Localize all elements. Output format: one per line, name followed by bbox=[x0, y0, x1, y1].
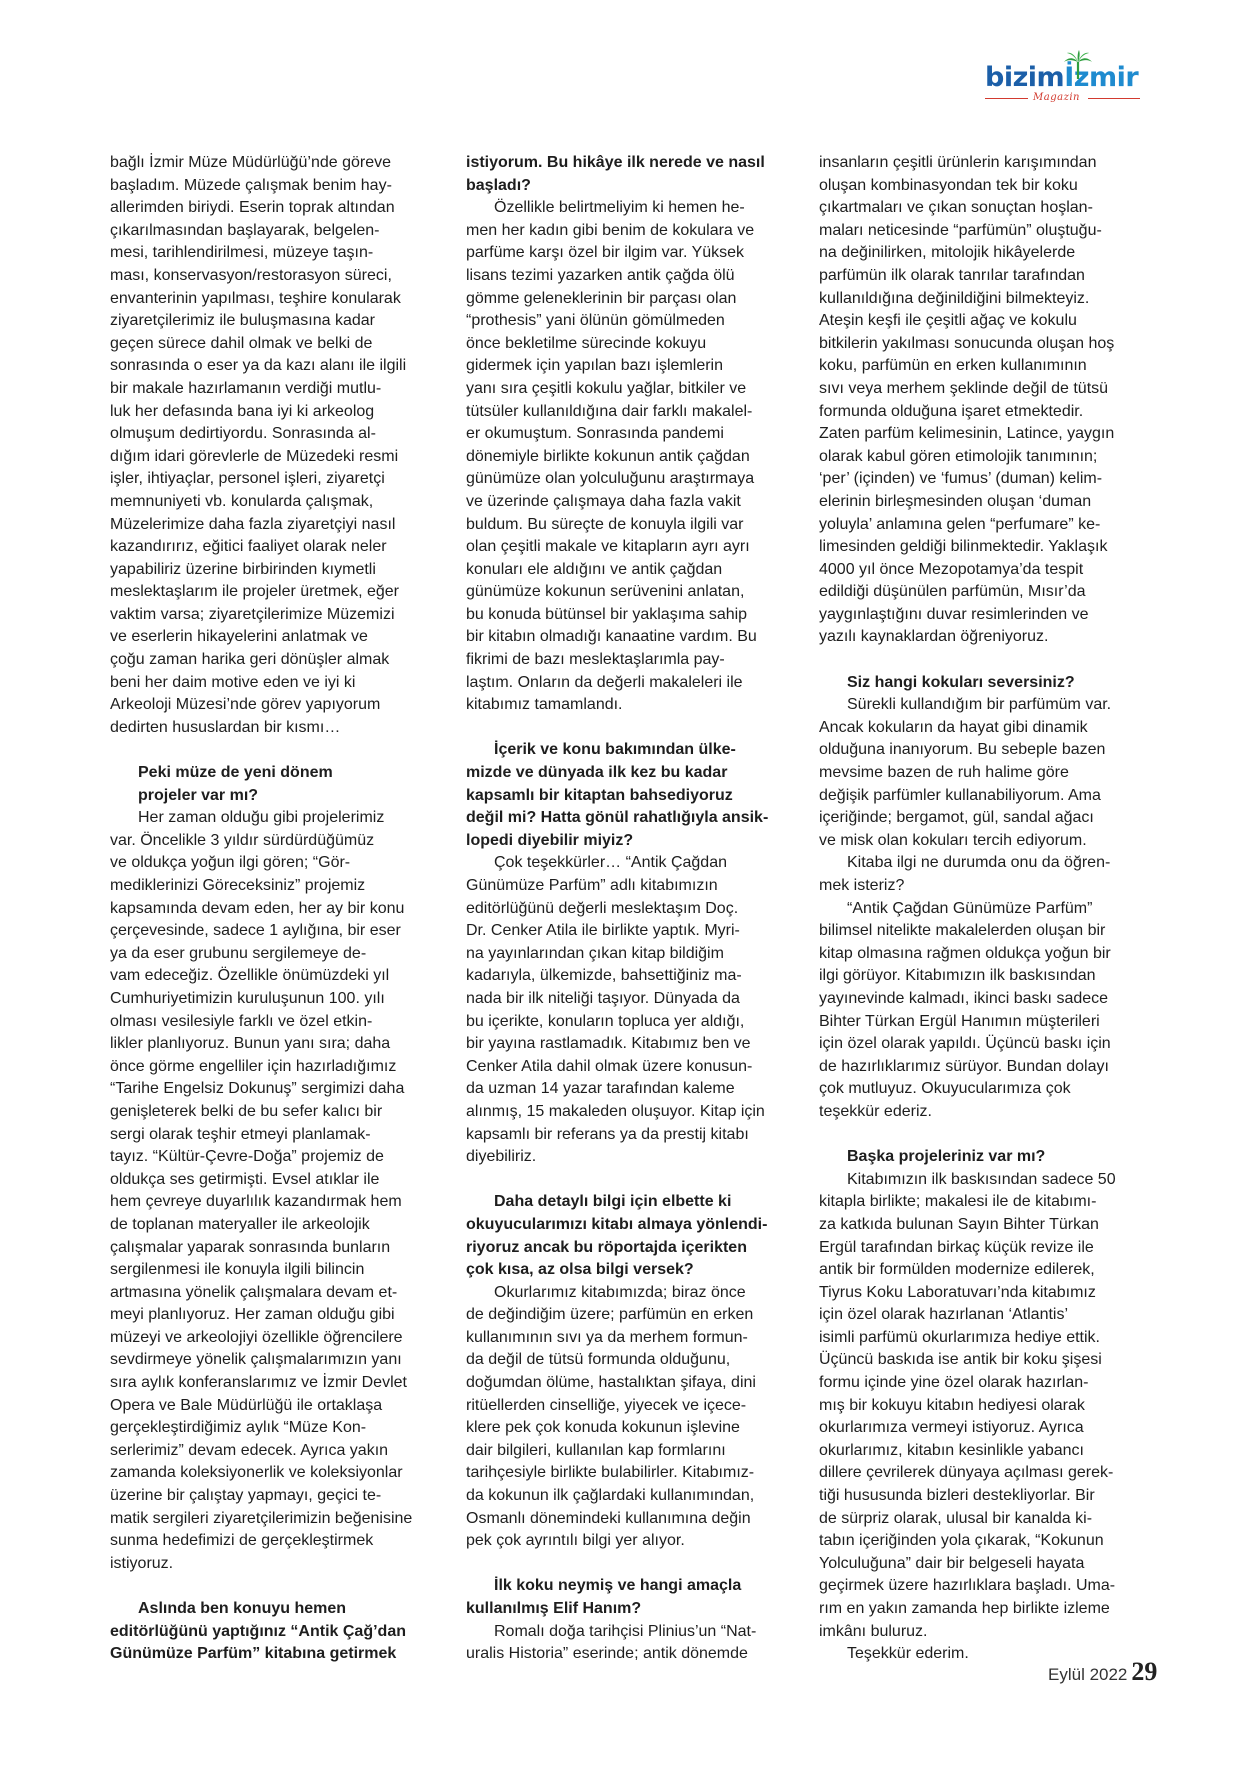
text-line bbox=[819, 649, 1139, 672]
text-line: parfümün ilk olarak tanrılar tarafından bbox=[819, 266, 1085, 284]
text-line: kadarıyla, ülkemizde, bahsettiğiniz ma- bbox=[466, 967, 742, 985]
text-line: sonrasında o eser ya da kazı alanı ile ilgili bbox=[110, 357, 407, 375]
text-line: memnuniyeti vb. konularda çalışmak, bbox=[110, 492, 374, 510]
text-line bbox=[466, 1553, 784, 1576]
text-line: serlerimiz” devam edecek. Ayrıca yakın bbox=[110, 1441, 389, 1459]
text-line: bitkilerin yakılması sonucunda oluşan hoş bbox=[819, 334, 1115, 352]
text-line: meslektaşlarım ile projeler üretmek, eğer bbox=[110, 583, 399, 601]
text-line: envanterinin yapılması, teşhire konularak bbox=[110, 289, 401, 307]
text-line: doğumdan ölüme, hastalıktan şifaya, dini bbox=[466, 1374, 756, 1392]
text-line: “prothesis” yani ölünün gömülmeden bbox=[466, 312, 725, 330]
text-line bbox=[110, 1575, 428, 1598]
question-line: İlk koku neymiş ve hangi amaçla bbox=[494, 1577, 742, 1595]
text-line: ilgi görüyor. Kitabımızın ilk baskısından bbox=[819, 967, 1096, 985]
issue-date: Eylül 2022 bbox=[1048, 1665, 1128, 1684]
text-line: Tiyrus Koku Laboratuvarı’nda kitabımız bbox=[819, 1283, 1096, 1301]
text-line: geçen sürece dahil olmak ve belki de bbox=[110, 334, 373, 352]
text-line: allerimden biriydi. Eserin toprak altından bbox=[110, 199, 395, 217]
text-line: müzeyi ve arkeolojiyi özellikle öğrencilere bbox=[110, 1328, 403, 1346]
text-line: er okumuştum. Sonrasında pandemi bbox=[466, 425, 724, 443]
text-line: Cenker Atila dahil olmak üzere konusun- bbox=[466, 1057, 753, 1075]
text-line: yapabiliriz üzerine birbirinden kıymetli bbox=[110, 560, 376, 578]
question-line: İçerik ve konu bakımından ülke- bbox=[494, 741, 736, 759]
text-line: Çok teşekkürler… “Antik Çağdan bbox=[494, 854, 727, 872]
text-line: işler, ihtiyaçlar, personel işleri, ziyaretçi bbox=[110, 470, 385, 488]
text-line: genişleterek belki de bu sefer kalıcı bir bbox=[110, 1102, 383, 1120]
text-line bbox=[110, 739, 428, 762]
text-column-1 bbox=[110, 152, 428, 1666]
text-line: yaygınlaştığını duvar resimlerinden ve bbox=[819, 605, 1089, 623]
text-line: luk her defasında bana iyi ki arkeolog bbox=[110, 402, 375, 420]
text-line: formu içinde yine özel olarak hazırlan- bbox=[819, 1374, 1089, 1392]
text-line: Dr. Cenker Atila ile birlikte yaptık. Myri- bbox=[466, 922, 740, 940]
text-line: günümüze kokunun serüvenini anlatan, bbox=[466, 583, 745, 601]
question-line: istiyorum. Bu hikâye ilk nerede ve nasıl bbox=[466, 154, 765, 171]
text-line: yanı sıra çeşitli kokulu yağlar, bitkiler ve bbox=[466, 379, 747, 397]
question-line: Günümüze Parfüm” kitabına getirmek bbox=[110, 1645, 397, 1663]
text-line: geçirmek üzere hazırlıklara başladı. Uma- bbox=[819, 1577, 1116, 1595]
text-line: “Antik Çağdan Günümüze Parfüm” bbox=[847, 899, 1093, 917]
logo-text-bizim: bizim bbox=[985, 62, 1065, 93]
text-line bbox=[466, 1169, 784, 1192]
text-line: bir kitabın olmadığı kanaatine vardım. Bu bbox=[466, 628, 757, 646]
text-line: kazandırırız, eğitici faaliyet olarak neler bbox=[110, 538, 387, 556]
text-line: ‘per’ (içinden) ve ‘fumus’ (duman) kelim- bbox=[819, 470, 1103, 488]
text-line: gidermek için yapılan bazı işlemlerin bbox=[466, 357, 723, 375]
text-line: mış bir kokuyu kitabın hediyesi olarak bbox=[819, 1396, 1085, 1414]
text-line: dillere çevrilerek dünyaya açılması gerek- bbox=[819, 1464, 1114, 1482]
text-line: rım en yakın zamanda hep birlikte izleme bbox=[819, 1600, 1110, 1617]
text-line: olması vesilesiyle farklı ve özel etkin- bbox=[110, 1012, 373, 1030]
text-line: çıkartmaları ve çıkan sonuçtan hoşlan- bbox=[819, 199, 1093, 217]
text-line: sergi olarak teşhir etmeyi planlamak- bbox=[110, 1125, 371, 1143]
text-line: parfüme karşı özel bir ilgim var. Yüksek bbox=[466, 244, 745, 262]
text-line: Teşekkür ederim. bbox=[847, 1645, 969, 1663]
logo-text-izmir: İzmir bbox=[1064, 62, 1139, 93]
text-line: “Tarihe Engelsiz Dokunuş” sergimizi daha bbox=[110, 1080, 405, 1098]
text-line: başladım. Müzede çalışmak benim hay- bbox=[110, 176, 392, 194]
question-line: değil mi? Hatta gönül rahatlığıyla ansik- bbox=[466, 809, 769, 827]
text-line: tiği hususunda bizleri destekliyorlar. Bir bbox=[819, 1487, 1095, 1505]
text-line: hem çevreye duyarlılık kazandırmak hem bbox=[110, 1193, 402, 1211]
text-line: gerçekleştirdiğimiz aylık “Müze Kon- bbox=[110, 1419, 367, 1437]
text-line: yoluyla’ anlamına gelen “perfumare” ke- bbox=[819, 515, 1101, 533]
text-line: teşekkür ederiz. bbox=[819, 1102, 932, 1120]
text-line: buldum. Bu süreçte de konuyla ilgili var bbox=[466, 515, 744, 533]
text-line: bir makale hazırlamanın verdiği mutlu- bbox=[110, 379, 382, 397]
text-line: Sürekli kullandığım bir parfümüm var. bbox=[847, 696, 1112, 714]
text-line: üzerine bir çalıştay yapmayı, geçici te- bbox=[110, 1487, 382, 1505]
text-line: mediklerinizi Göreceksiniz” projemiz bbox=[110, 877, 366, 894]
text-line: bu içerikte, konuların topluca yer aldığı, bbox=[466, 1012, 745, 1030]
text-line: Üçüncü baskıda ise antik bir koku şişesi bbox=[819, 1351, 1102, 1369]
text-line: antik bir formülden modernize edilerek, bbox=[819, 1261, 1095, 1279]
text-line: olarak kabul gören etimolojik tanımının; bbox=[819, 447, 1098, 465]
text-line: mesi, tarihlendirilmesi, müzeye taşın- bbox=[110, 244, 374, 262]
text-line: editörlüğünü değerli meslektaşım Doç. bbox=[466, 899, 739, 917]
text-column-3 bbox=[819, 152, 1139, 1666]
text-line: beni her daim motive eden ve iyi ki bbox=[110, 673, 356, 691]
text-line: Romalı doğa tarihçisi Plinius’un “Nat- bbox=[494, 1622, 757, 1640]
question-line: çok kısa, az olsa bilgi versek? bbox=[466, 1261, 694, 1279]
text-line: ve eserlerin hikayelerini anlatmak ve bbox=[110, 628, 368, 646]
text-line: da değil de tütsü formunda olduğunu, bbox=[466, 1351, 731, 1369]
text-line bbox=[466, 717, 784, 740]
text-line: maları neticesinde “parfümün” oluştuğu- bbox=[819, 221, 1102, 239]
text-line: kullanıldığına değinildiğini bilmekteyiz. bbox=[819, 289, 1090, 307]
text-line: gömme geleneklerinin bir parçası olan bbox=[466, 289, 737, 307]
text-line: Kitabımızın ilk baskısından sadece 50 bbox=[847, 1170, 1116, 1188]
text-line: kullanımının sıvı ya da merhem formun- bbox=[466, 1328, 748, 1346]
text-line: çıkarılmasından başlayarak, belgelen- bbox=[110, 221, 380, 239]
text-line: imkânı buluruz. bbox=[819, 1622, 928, 1640]
text-line: ziyaretçilerimiz ile buluşmasına kadar bbox=[110, 312, 375, 330]
text-line: sıra aylık konferanslarımız ve İzmir Devlet bbox=[110, 1374, 407, 1392]
text-line: na yayınlarından çıkan kitap bildiğim bbox=[466, 944, 724, 962]
text-line: dedirten hususlardan bir kısmı… bbox=[110, 718, 341, 736]
text-line: uralis Historia” eserinde; antik dönemde bbox=[466, 1645, 748, 1663]
text-line: Günümüze Parfüm” adlı kitabımızın bbox=[466, 877, 718, 894]
logo-subtitle: Magazin bbox=[1033, 92, 1080, 103]
text-line: artmasına yönelik çalışmalara devam et- bbox=[110, 1283, 398, 1301]
text-line: insanların çeşitli ürünlerin karışımından bbox=[819, 154, 1097, 171]
text-line: meyi planlıyoruz. Her zaman olduğu gibi bbox=[110, 1306, 395, 1324]
text-line: kapsamında devam eden, her ay bir konu bbox=[110, 899, 405, 917]
text-line: konuları ele aldığını ve antik çağdan bbox=[466, 560, 723, 578]
text-line: dair bilgileri, kullanılan kap formlarını bbox=[466, 1441, 726, 1459]
text-line: Bihter Türkan Ergül Hanımın müşterileri bbox=[819, 1012, 1100, 1030]
text-line: Cumhuriyetimizin kuruluşunun 100. yılı bbox=[110, 989, 385, 1007]
question-line: Siz hangi kokuları seversiniz? bbox=[847, 673, 1075, 691]
text-line: Ergül tarafından birkaç küçük revize ile bbox=[819, 1238, 1094, 1256]
text-line: Özellikle belirtmeliyim ki hemen he- bbox=[494, 199, 745, 217]
text-line: değişik parfümler kullanabiliyorum. Ama bbox=[819, 786, 1101, 804]
text-line: ması, konservasyon/restorasyon süreci, bbox=[110, 266, 392, 284]
logo-wordmark bbox=[985, 62, 1138, 93]
text-line: Ateşin keşfi ile çeşitli ağaç ve kokulu bbox=[819, 312, 1077, 330]
text-line: sunma hedefimizi de gerçekleştirmek bbox=[110, 1532, 374, 1550]
palm-tree-icon bbox=[1063, 50, 1093, 80]
text-line: limesinden geldiği bilinmektedir. Yaklaşık bbox=[819, 538, 1108, 556]
text-line: Opera ve Bale Müdürlüğü ile ortaklaşa bbox=[110, 1396, 383, 1414]
text-line: günümüze olan yolculuğunu araştırmaya bbox=[466, 470, 755, 488]
text-line: önce bekletilme sürecinde kokuyu bbox=[466, 334, 707, 352]
text-line: de hazırlıklarımız sürüyor. Bundan dolayı bbox=[819, 1057, 1109, 1075]
text-line: mevsime bazen de ruh halime göre bbox=[819, 764, 1069, 782]
text-line: oluşan kombinasyondan tek bir koku bbox=[819, 176, 1078, 194]
text-line: okurlarımıza vermeyi istiyoruz. Ayrıca bbox=[819, 1419, 1084, 1437]
text-line: için özel olarak hazırlanan ‘Atlantis’ bbox=[819, 1306, 1069, 1324]
text-line: ya da eser grubunu sergilemeye de- bbox=[110, 944, 367, 962]
text-line: için özel olarak yapıldı. Üçüncü baskı için bbox=[819, 1035, 1111, 1053]
text-line: bilimsel nitelikte makalelerden oluşan bir bbox=[819, 922, 1106, 940]
text-line: sıvı veya merhem şeklinde değil de tütsü bbox=[819, 379, 1109, 397]
text-line: tayız. “Kültür-Çevre-Doğa” projemiz de bbox=[110, 1148, 384, 1166]
question-line: kullanılmış Elif Hanım? bbox=[466, 1600, 642, 1617]
text-line: da kokunun ilk çağlardaki kullanımından, bbox=[466, 1487, 755, 1505]
question-line: başladı? bbox=[466, 176, 531, 194]
question-line: kapsamlı bir kitaptan bahsediyoruz bbox=[466, 786, 733, 804]
text-line: ritüellerden cinselliğe, yiyecek ve içece- bbox=[466, 1396, 747, 1414]
text-line: vam edeceğiz. Özellikle önümüzdeki yıl bbox=[110, 967, 390, 985]
page-footer bbox=[1048, 1657, 1157, 1687]
text-line: likler planlıyoruz. Bunun yanı sıra; daha bbox=[110, 1035, 391, 1053]
text-line: istiyoruz. bbox=[110, 1554, 174, 1572]
text-line: formunda olduğuna işaret etmektedir. bbox=[819, 402, 1084, 420]
question-line: Peki müze de yeni dönem bbox=[138, 764, 333, 782]
text-line: bu konuda bütünsel bir yaklaşıma sahip bbox=[466, 605, 748, 623]
text-line: 4000 yıl önce Mezopotamya’da tespit bbox=[819, 560, 1084, 578]
text-line: laştım. Onların da değerli makaleleri ile bbox=[466, 673, 743, 691]
text-line: pek çok ayrıntılı bilgi yer alıyor. bbox=[466, 1532, 685, 1550]
question-line: editörlüğünü yaptığınız “Antik Çağ’dan bbox=[110, 1622, 406, 1640]
question-line: lopedi diyebilir miyiz? bbox=[466, 831, 634, 849]
text-line: Müzelerimize daha fazla ziyaretçiyi nasıl bbox=[110, 515, 396, 533]
text-line: içeriğinde; bergamot, gül, sandal ağacı bbox=[819, 809, 1094, 827]
question-line: projeler var mı? bbox=[138, 786, 259, 804]
question-line: okuyucularımızı kitabı almaya yönlendi- bbox=[466, 1215, 768, 1233]
page-number: 29 bbox=[1131, 1657, 1158, 1686]
text-line: vaktim varsa; ziyaretçilerimize Müzemizi bbox=[110, 605, 395, 623]
text-line: tarihçesiyle birlikte bulabilirler. Kitabımız- bbox=[466, 1464, 755, 1482]
text-line: ve oldukça yoğun ilgi gören; “Gör- bbox=[110, 854, 351, 872]
text-line: tütsüler kullanıldığına dair farklı makalel- bbox=[466, 402, 753, 420]
text-line: da uzman 14 yazar tarafından kaleme bbox=[466, 1080, 735, 1098]
text-line: kitabımız tamamlandı. bbox=[466, 696, 623, 714]
text-line: Her zaman olduğu gibi projelerimiz bbox=[138, 809, 385, 827]
text-line: çoğu zaman harika geri dönüşler almak bbox=[110, 651, 390, 669]
text-line: diyebiliriz. bbox=[466, 1148, 537, 1166]
text-line: Okurlarımız kitabımızda; biraz önce bbox=[494, 1283, 746, 1301]
text-line: çerçevesinde, sadece 1 aylığına, bir eser bbox=[110, 922, 401, 940]
text-line: yazılı kaynaklardan öğreniyoruz. bbox=[819, 628, 1049, 646]
text-line: koku, parfümün en erken kullanımının bbox=[819, 357, 1087, 375]
text-line: Kitaba ilgi ne durumda onu da öğren- bbox=[847, 854, 1111, 872]
text-line: men her kadın gibi benim de kokulara ve bbox=[466, 221, 755, 239]
text-line: isimli parfümü okurlarımıza hediye ettik. bbox=[819, 1328, 1100, 1346]
question-line: Başka projeleriniz var mı? bbox=[847, 1148, 1046, 1166]
text-line: var. Öncelikle 3 yıldır sürdürdüğümüz bbox=[110, 831, 375, 849]
text-line: ve misk olan kokuları tercih ediyorum. bbox=[819, 831, 1087, 849]
text-line: ve üzerinde çalışmaya daha fazla vakit bbox=[466, 492, 741, 510]
text-line: Arkeoloji Müzesi’nde görev yapıyorum bbox=[110, 696, 381, 714]
text-line: de sürpriz olarak, ulusal bir kanalda ki- bbox=[819, 1509, 1093, 1527]
text-line: Yolculuğuna” dair bir belgeseli hayata bbox=[819, 1554, 1085, 1572]
text-line: na değinilirken, mitolojik hikâyelerde bbox=[819, 244, 1076, 262]
text-line: sevdirmeye yönelik çalışmalarımızın yanı bbox=[110, 1351, 402, 1369]
text-line: alınmış, 15 makaleden oluşuyor. Kitap için bbox=[466, 1102, 765, 1120]
text-line: çalışmalar yaparak sonrasında bunların bbox=[110, 1238, 391, 1256]
text-line: klere pek çok konuda kokunun işlevine bbox=[466, 1419, 740, 1437]
text-line: önce görme engelliler için hazırladığımız bbox=[110, 1057, 397, 1075]
text-line: elerinin birleşmesinden oluşan ‘duman bbox=[819, 492, 1092, 510]
question-line: Daha detaylı bilgi için elbette ki bbox=[494, 1193, 732, 1211]
question-line: Aslında ben konuyu hemen bbox=[138, 1600, 347, 1617]
text-line: kitapla birlikte; makalesi ile de kitabımı- bbox=[819, 1193, 1097, 1211]
text-line: mek isteriz? bbox=[819, 877, 905, 894]
text-line: bağlı İzmir Müze Müdürlüğü’nde göreve bbox=[110, 154, 392, 171]
text-line: sergilenmesi ile konuyla ilgili bilincin bbox=[110, 1261, 365, 1279]
text-line: de toplanan materyaller ile arkeolojik bbox=[110, 1215, 370, 1233]
text-line: za katkıda bulunan Sayın Bihter Türkan bbox=[819, 1215, 1099, 1233]
text-line: Ancak kokuların da hayat gibi dinamik bbox=[819, 718, 1088, 736]
question-line: mizde ve dünyada ilk kez bu kadar bbox=[466, 764, 728, 782]
text-line: tabın içeriğinden yola çıkarak, “Kokunun bbox=[819, 1532, 1104, 1550]
text-line: olan çeşitli makale ve kitapların ayrı ayrı bbox=[466, 538, 750, 556]
text-line: oldukça ses getirmişti. Evsel atıklar ile bbox=[110, 1170, 380, 1188]
text-line: Osmanlı dönemindeki kullanımına değin bbox=[466, 1509, 751, 1527]
text-line: dönemiyle birlikte kokunun antik çağdan bbox=[466, 447, 750, 465]
text-line: yayınevinde kalmadı, ikinci baskı sadece bbox=[819, 989, 1109, 1007]
text-line: olmuşum dedirtiyordu. Sonrasında al- bbox=[110, 425, 376, 443]
question-line: riyoruz ancak bu röportajda içerikten bbox=[466, 1238, 747, 1256]
text-line: çok mutluyuz. Okuyucularımıza çok bbox=[819, 1080, 1071, 1098]
text-line: nada bir ilk niteliği taşıyor. Dünyada da bbox=[466, 989, 740, 1007]
text-line: lisans tezimi yazarken antik çağda ölü bbox=[466, 266, 735, 284]
text-line: Zaten parfüm kelimesinin, Latince, yaygın bbox=[819, 425, 1115, 443]
text-line: dığım idari görevlerle de Müzedeki resmi bbox=[110, 447, 399, 465]
text-line: zamanda koleksiyonerlik ve koleksiyonlar bbox=[110, 1464, 403, 1482]
text-line: olduğuna inanıyorum. Bu sebeple bazen bbox=[819, 741, 1106, 759]
text-line bbox=[819, 1124, 1139, 1147]
text-line: kitap olmasına rağmen oldukça yoğun bir bbox=[819, 944, 1111, 962]
text-line: kapsamlı bir referans ya da prestij kitabı bbox=[466, 1125, 749, 1143]
text-line: matik sergileri ziyaretçilerimizin beğenisine bbox=[110, 1509, 413, 1527]
text-line: edildiği düşünülen parfümün, Mısır’da bbox=[819, 583, 1086, 601]
text-line: fikrimi de bazı meslektaşlarımla pay- bbox=[466, 651, 725, 669]
text-line: de değindiğim üzere; parfümün en erken bbox=[466, 1306, 754, 1324]
text-line: bir yayına rastlamadık. Kitabımız ben ve bbox=[466, 1035, 751, 1053]
text-column-2 bbox=[466, 152, 784, 1666]
bizim-izmir-logo bbox=[985, 62, 1160, 112]
text-line: okurlarımız, kitabın kesinlikle yabancı bbox=[819, 1441, 1084, 1459]
